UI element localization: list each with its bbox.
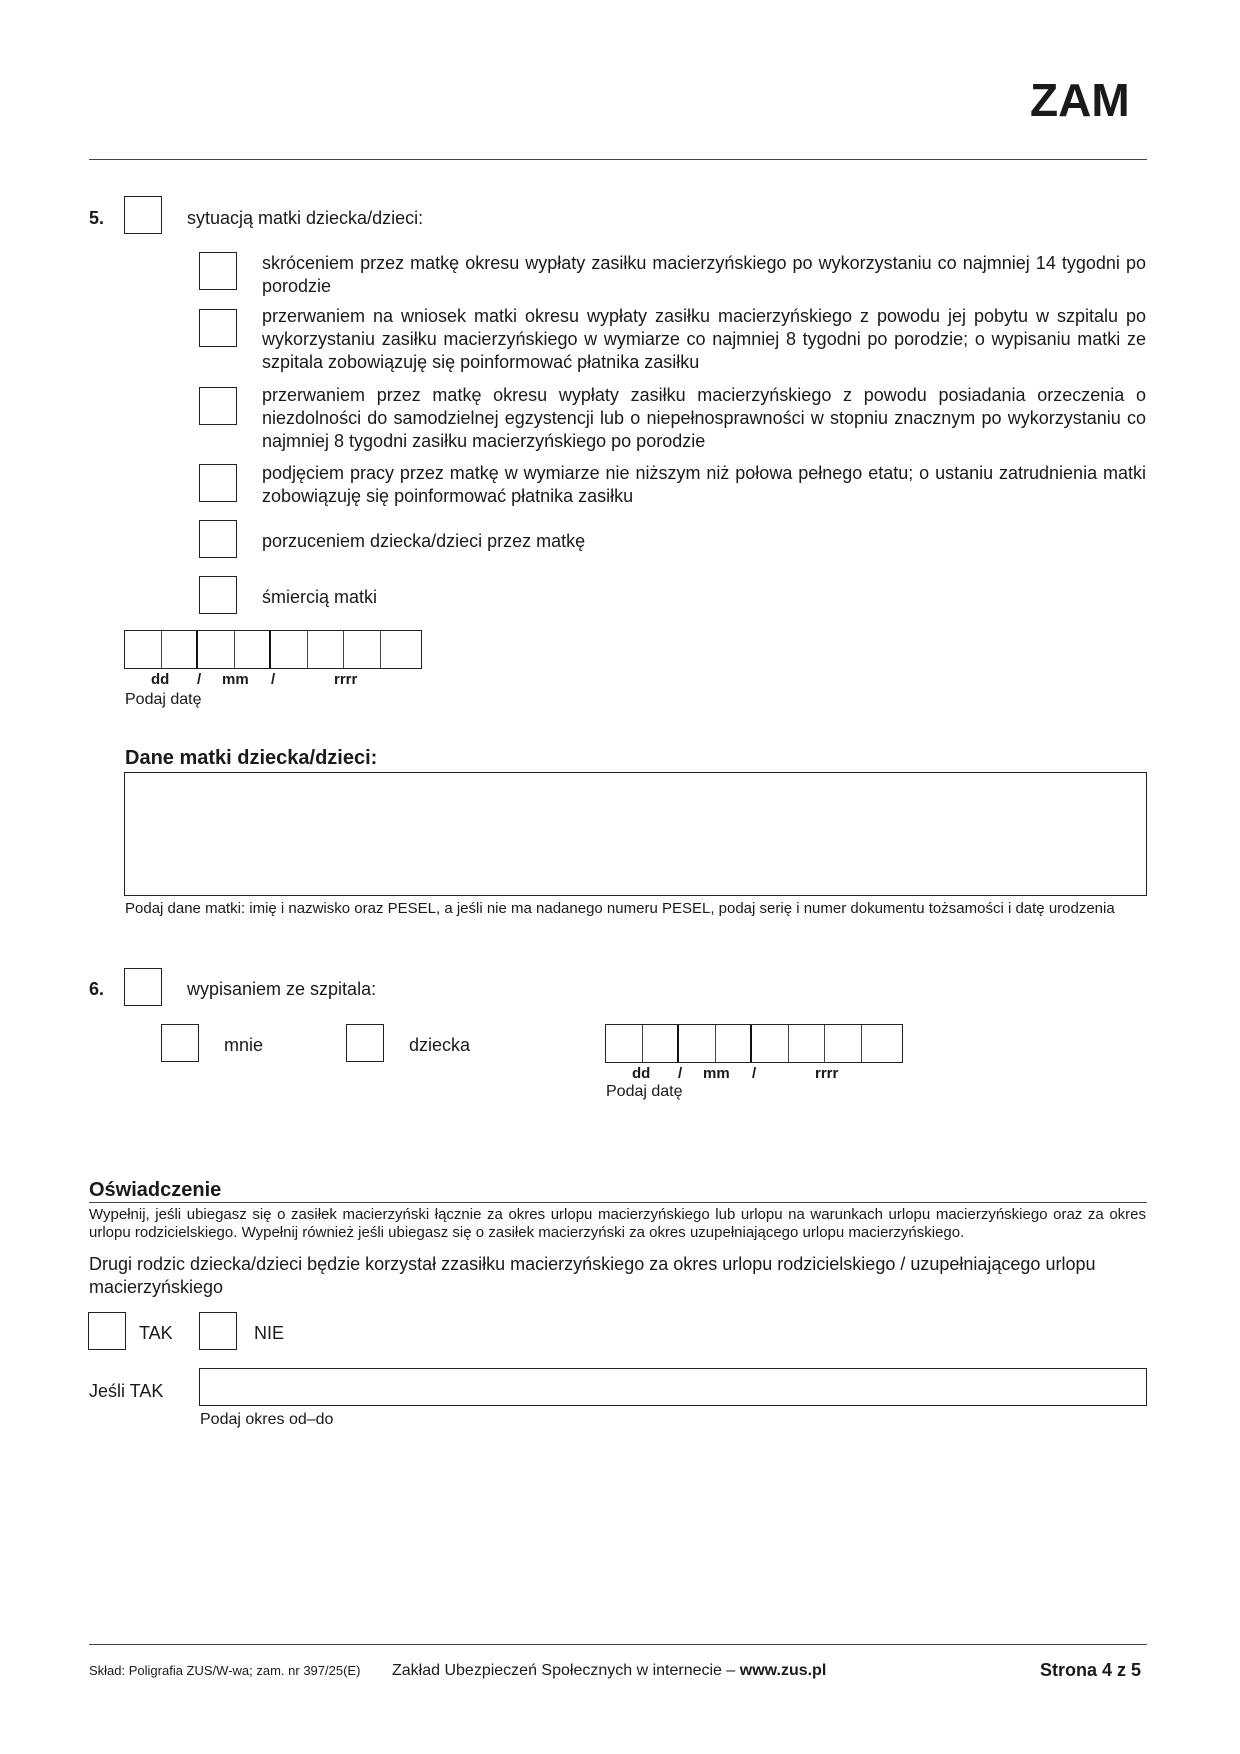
date-hint: Podaj datę: [125, 691, 202, 708]
section5-number: 5.: [89, 208, 105, 228]
if-yes-label: Jeśli TAK: [89, 1381, 164, 1401]
date-digit-cell[interactable]: [125, 631, 162, 668]
section6-date-input[interactable]: [605, 1024, 903, 1063]
date-digit-cell[interactable]: [825, 1025, 862, 1062]
header-divider: [89, 159, 1147, 160]
option-abandon-checkbox[interactable]: [199, 520, 237, 558]
option-shortened-label: skróceniem przez matkę okresu wypłaty zasiłku macierzyńskiego po wykorzystaniu co najmniej 14 tygodni po porodzie: [262, 253, 1146, 296]
discharge-child-label: dziecka: [409, 1035, 471, 1055]
declaration-divider: [89, 1202, 1147, 1203]
date-digit-cell[interactable]: [344, 631, 381, 668]
footer-print-info: Skład: Poligrafia ZUS/W-wa; zam. nr 397/25(E): [89, 1663, 361, 1678]
section5-label: sytuacją matki dziecka/dzieci:: [187, 208, 424, 228]
date-hint: Podaj datę: [606, 1083, 683, 1100]
mother-data-hint: Podaj dane matki: imię i nazwisko oraz PESEL, a jeśli nie ma nadanego numeru PESEL, podaj serię i numer dokumentu tożsamości i datę urodzenia: [125, 900, 1115, 917]
date-digit-cell[interactable]: [643, 1025, 680, 1062]
section6-checkbox[interactable]: [124, 968, 162, 1006]
date-digit-cell[interactable]: [679, 1025, 716, 1062]
option-shortened-checkbox[interactable]: [199, 252, 237, 290]
form-code: ZAM: [1030, 74, 1130, 126]
footer-divider: [89, 1644, 1147, 1645]
date-digit-cell[interactable]: [606, 1025, 643, 1062]
page-number: Strona 4 z 5: [1040, 1660, 1142, 1680]
date-digit-cell[interactable]: [308, 631, 345, 668]
yes-label: TAK: [139, 1323, 173, 1343]
no-label: NIE: [254, 1323, 285, 1343]
option-disability-checkbox[interactable]: [199, 387, 237, 425]
date-format-sep: /: [678, 1065, 683, 1082]
mother-data-field[interactable]: [124, 772, 1147, 896]
date-digit-cell[interactable]: [381, 631, 418, 668]
no-checkbox[interactable]: [199, 1312, 237, 1350]
option-hospital-checkbox[interactable]: [199, 309, 237, 347]
date-digit-cell[interactable]: [235, 631, 272, 668]
option-death-label: śmiercią matki: [262, 587, 378, 607]
date-digit-cell[interactable]: [162, 631, 199, 668]
yes-checkbox[interactable]: [88, 1312, 126, 1350]
date-format-sep: /: [271, 671, 276, 688]
footer-url-link[interactable]: www.zus.pl: [739, 1662, 827, 1679]
option-abandon-label: porzuceniem dziecka/dzieci przez matkę: [262, 531, 586, 551]
option-death-checkbox[interactable]: [199, 576, 237, 614]
option-work-checkbox[interactable]: [199, 464, 237, 502]
date-format-dd: dd: [632, 1065, 651, 1082]
date-digit-cell[interactable]: [271, 631, 308, 668]
declaration-note: Wypełnij, jeśli ubiegasz się o zasiłek macierzyński łącznie za okres urlopu macierzyńskiego lub urlopu na warunkach urlopu macierzyńskiego oraz za okres urlopu rodzicielskiego. Wypełnij również jeśli ubiegasz się o zasiłek macierzyński za okres uzupełniającego urlopu macierzyńskiego.: [89, 1206, 1146, 1241]
option-hospital-label: przerwaniem na wniosek matki okresu wypłaty zasiłku macierzyńskiego z powodu jej pobytu w szpitalu po wykorzystaniu zasiłku macierzyńskiego w wymiarze co najmniej 8 tygodni po porodzie; o wypisaniu matki ze szpitala zobowiązuję się poinformować płatnika zasiłku: [262, 306, 1146, 372]
date-digit-cell[interactable]: [789, 1025, 826, 1062]
date-format-mm: mm: [222, 671, 249, 688]
footer-org-text: Zakład Ubezpieczeń Społecznych w internecie –: [392, 1662, 740, 1679]
section6-label: wypisaniem ze szpitala:: [187, 979, 377, 999]
date-format-sep: /: [197, 671, 202, 688]
declaration-statement: Drugi rodzic dziecka/dzieci będzie korzystał zzasiłku macierzyńskiego za okres urlopu rodzicielskiego / uzupełniającego urlopu macierzyńskiego: [89, 1254, 1096, 1297]
period-hint: Podaj okres od–do: [200, 1411, 334, 1428]
date-format-yyyy: rrrr: [334, 671, 358, 688]
section5-checkbox[interactable]: [124, 196, 162, 234]
date-digit-cell[interactable]: [862, 1025, 899, 1062]
discharge-me-checkbox[interactable]: [161, 1024, 199, 1062]
date-digit-cell[interactable]: [716, 1025, 753, 1062]
date-digit-cell[interactable]: [752, 1025, 789, 1062]
date-format-sep: /: [752, 1065, 757, 1082]
mother-data-heading: Dane matki dziecka/dzieci:: [125, 747, 378, 769]
period-field[interactable]: [199, 1368, 1147, 1406]
date-digit-cell[interactable]: [198, 631, 235, 668]
discharge-me-label: mnie: [224, 1035, 264, 1055]
discharge-child-checkbox[interactable]: [346, 1024, 384, 1062]
date-format-yyyy: rrrr: [815, 1065, 839, 1082]
section5-date-input[interactable]: [124, 630, 422, 669]
footer-org: [392, 1661, 826, 1680]
option-work-label: podjęciem pracy przez matkę w wymiarze nie niższym niż połowa pełnego etatu; o ustaniu zatrudnienia matki zobowiązuję się poinformować płatnika zasiłku: [262, 463, 1146, 506]
date-format-mm: mm: [703, 1065, 730, 1082]
date-format-dd: dd: [151, 671, 170, 688]
declaration-heading: Oświadczenie: [89, 1179, 222, 1201]
option-disability-label: przerwaniem przez matkę okresu wypłaty zasiłku macierzyńskiego z powodu posiadania orzeczenia o niezdolności do samodzielnej egzystencji lub o niepełnosprawności w stopniu znacznym po wykorzystaniu co najmniej 8 tygodni zasiłku macierzyńskiego po porodzie: [262, 385, 1146, 451]
section6-number: 6.: [89, 979, 105, 999]
